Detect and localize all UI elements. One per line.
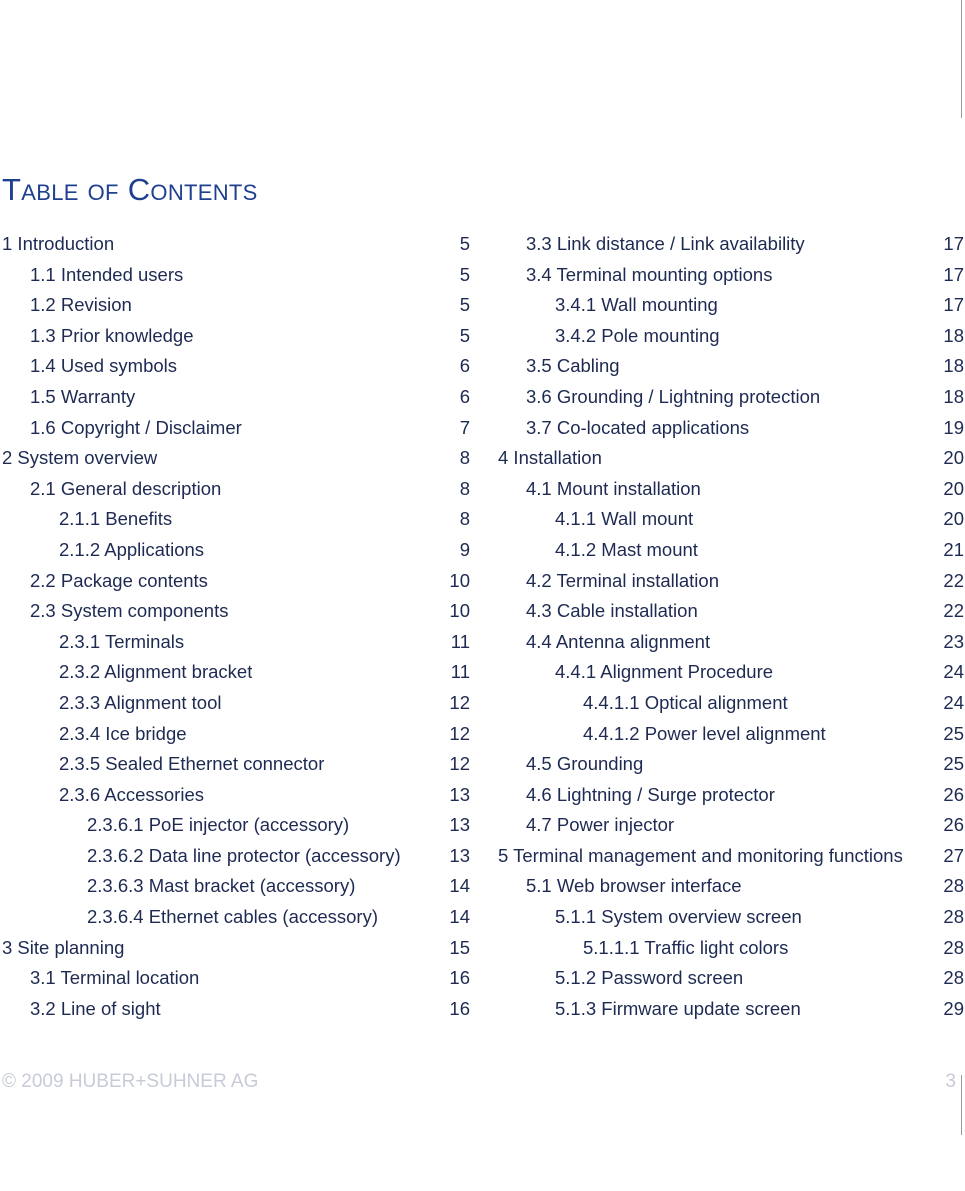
toc-entry-label: 1.5 Warranty [30,385,136,407]
toc-entry-page: 7 [459,416,470,438]
toc-entry-label: 3.7 Co-located applications [526,416,750,438]
page-edge-rule [961,0,962,118]
toc-entry-label: 1.3 Prior knowledge [30,324,194,346]
toc-entry[interactable] [2,260,470,291]
toc-entry-label: 2.3.1 Terminals [59,630,185,652]
toc-entry[interactable] [498,749,964,780]
toc-entry[interactable] [2,871,470,902]
toc-entry[interactable] [498,871,964,902]
toc-entry-label: 5.1.1.1 Traffic light colors [583,936,789,958]
toc-entry-page: 14 [449,906,470,928]
toc-entry-page: 13 [449,844,470,866]
toc-entry[interactable] [498,535,964,566]
toc-entry-page: 22 [943,569,964,591]
toc-entry-page: 10 [449,569,470,591]
toc-entry-page: 24 [943,661,964,683]
toc-entry[interactable] [2,443,470,474]
toc-right-column [498,229,964,1024]
toc-heading-smallcaps: ONTENTS [150,180,258,205]
toc-entry-label: 2.3.2 Alignment bracket [59,661,253,683]
toc-entry-page: 18 [943,324,964,346]
toc-entry[interactable] [498,963,964,994]
toc-entry-page: 25 [943,722,964,744]
toc-entry-label: 3.5 Cabling [526,355,620,377]
toc-heading-letter: T [2,172,22,207]
toc-entry-page: 20 [943,447,964,469]
toc-entry-page: 28 [943,967,964,989]
toc-entry[interactable] [498,780,964,811]
toc-entry[interactable] [2,657,470,688]
toc-entry-page: 29 [943,997,964,1019]
toc-entry[interactable] [498,933,964,964]
toc-entry-label: 1.1 Intended users [30,263,184,285]
toc-entry-page: 6 [459,385,470,407]
toc-entry-label: 4.1.1 Wall mount [555,508,694,530]
toc-entry[interactable] [2,688,470,719]
toc-entry[interactable] [498,810,964,841]
toc-entry[interactable] [498,474,964,505]
toc-entry[interactable] [2,321,470,352]
toc-entry-page: 16 [449,967,470,989]
toc-entry-page: 6 [459,355,470,377]
toc-entry-label: 3.3 Link distance / Link availability [526,233,805,254]
toc-entry-page: 5 [459,294,470,316]
toc-entry-label: 2.3 System components [30,600,229,622]
toc-entry-page: 18 [943,385,964,407]
toc-entry-page: 5 [459,263,470,285]
toc-entry-label: 5 Terminal management and monitoring functions [498,844,903,866]
toc-entry-label: 4.2 Terminal installation [526,569,719,591]
toc-entry-page: 26 [943,783,964,805]
toc-entry-page: 8 [459,477,470,499]
toc-entry-page: 17 [943,233,964,254]
toc-entry-page: 5 [459,324,470,346]
toc-entry[interactable] [2,290,470,321]
toc-entry-label: 4.5 Grounding [526,753,644,775]
toc-entry-page: 17 [943,263,964,285]
toc-entry-page: 5 [459,233,470,254]
toc-entry-label: 3.4 Terminal mounting options [526,263,773,285]
toc-entry-page: 16 [449,997,470,1019]
toc-entry[interactable] [498,994,964,1025]
toc-entry-page: 28 [943,936,964,958]
toc-entry[interactable] [498,902,964,933]
toc-entry[interactable] [498,504,964,535]
footer-copyright: © 2009 HUBER+SUHNER AG [2,1071,259,1092]
toc-entry-label: 2.3.4 Ice bridge [59,722,187,744]
toc-entry[interactable] [498,566,964,597]
toc-entry[interactable] [498,229,964,260]
toc-entry-page: 13 [449,814,470,836]
toc-entry-page: 20 [943,508,964,530]
toc-entry-label: 4.4.1 Alignment Procedure [555,661,774,683]
toc-entry-label: 2.3.3 Alignment tool [59,691,222,713]
toc-entry[interactable] [498,413,964,444]
toc-entry-page: 13 [449,783,470,805]
toc-entry-page: 15 [449,936,470,958]
toc-entry[interactable] [498,841,964,872]
toc-entry-label: 3 Site planning [2,936,125,958]
toc-entry-label: 5.1.2 Password screen [555,967,744,989]
toc-entry[interactable] [2,596,470,627]
toc-entry-page: 14 [449,875,470,897]
toc-entry-label: 2.1.1 Benefits [59,508,173,530]
toc-entry[interactable] [2,994,470,1025]
toc-entry-label: 1.6 Copyright / Disclaimer [30,416,242,438]
toc-entry-page: 8 [459,508,470,530]
toc-entry[interactable] [2,474,470,505]
toc-entry-page: 28 [943,906,964,928]
toc-entry-label: 1.2 Revision [30,294,132,316]
toc-entry[interactable] [498,382,964,413]
footer-page-number: 3 [945,1071,956,1092]
toc-entry-page: 12 [449,691,470,713]
toc-heading-smallcaps: ABLE [21,180,79,205]
toc-entry[interactable] [2,351,470,382]
toc-entry-label: 4.4.1.2 Power level alignment [583,722,826,744]
toc-entry[interactable] [498,627,964,658]
toc-entry-page: 12 [449,753,470,775]
toc-entry-label: 5.1 Web browser interface [526,875,742,897]
toc-entry-page: 26 [943,814,964,836]
toc-entry-label: 2.3.6.3 Mast bracket (accessory) [87,875,356,897]
toc-entry-label: 1.4 Used symbols [30,355,178,377]
toc-entry[interactable] [2,963,470,994]
toc-entry-label: 2.3.6.1 PoE injector (accessory) [87,814,350,836]
toc-entry-page: 9 [459,538,470,560]
toc-entry-label: 2.3.6.2 Data line protector (accessory) [87,844,401,866]
toc-left-column [2,229,470,1024]
toc-entry-label: 2 System overview [2,447,158,469]
toc-entry-label: 1 Introduction [2,233,115,254]
page-edge-rule [961,1075,962,1135]
toc-entry[interactable] [2,535,470,566]
toc-entry-label: 2.3.5 Sealed Ethernet connector [59,753,325,775]
toc-entry[interactable] [2,627,470,658]
toc-entry-label: 4.6 Lightning / Surge protector [526,783,775,805]
toc-entry-page: 24 [943,691,964,713]
toc-entry[interactable] [2,841,470,872]
toc-entry[interactable] [2,902,470,933]
toc-entry[interactable] [2,810,470,841]
toc-entry-label: 2.3.6 Accessories [59,783,204,805]
toc-entry-page: 11 [450,630,470,652]
toc-entry[interactable] [498,351,964,382]
toc-entry-label: 3.2 Line of sight [30,997,161,1019]
toc-entry[interactable] [498,688,964,719]
toc-entry-label: 2.2 Package contents [30,569,208,591]
toc-entry-page: 27 [943,844,964,866]
toc-entry-label: 4.3 Cable installation [526,600,698,622]
toc-entry-page: 10 [449,600,470,622]
page-footer [2,1071,956,1093]
toc-entry-page: 11 [450,661,470,683]
toc-entry-label: 2.1 General description [30,477,222,499]
toc-entry-label: 4.1.2 Mast mount [555,538,698,560]
toc-entry-page: 18 [943,355,964,377]
toc-entry[interactable] [498,719,964,750]
toc-entry-label: 2.1.2 Applications [59,538,205,560]
toc-entry[interactable] [2,933,470,964]
toc-entry-label: 4.1 Mount installation [526,477,701,499]
toc-heading [2,172,258,208]
toc-entry-label: 3.4.2 Pole mounting [555,324,720,346]
toc-entry[interactable] [2,780,470,811]
toc-entry[interactable] [2,229,470,260]
toc-entry-label: 2.3.6.4 Ethernet cables (accessory) [87,906,379,928]
toc-entry-page: 19 [943,416,964,438]
toc-entry[interactable] [498,260,964,291]
toc-entry[interactable] [2,413,470,444]
toc-entry[interactable] [2,566,470,597]
toc-entry-page: 28 [943,875,964,897]
toc-entry[interactable] [2,719,470,750]
toc-entry[interactable] [498,321,964,352]
toc-entry-page: 22 [943,600,964,622]
toc-entry-page: 25 [943,753,964,775]
toc-entry[interactable] [498,596,964,627]
toc-entry[interactable] [498,290,964,321]
toc-entry-page: 20 [943,477,964,499]
toc-entry-label: 4.4 Antenna alignment [526,630,711,652]
toc-entry-label: 5.1.1 System overview screen [555,906,802,928]
toc-entry-page: 23 [943,630,964,652]
toc-entry-label: 4.4.1.1 Optical alignment [583,691,788,713]
toc-heading-smallcaps: OF [87,180,119,205]
toc-entry[interactable] [498,443,964,474]
toc-entry-page: 17 [943,294,964,316]
toc-entry-label: 3.1 Terminal location [30,967,200,989]
toc-entry-page: 8 [459,447,470,469]
toc-entry[interactable] [2,382,470,413]
toc-entry-page: 12 [449,722,470,744]
toc-entry-label: 4 Installation [498,447,602,469]
toc-entry-page: 21 [943,538,964,560]
toc-heading-letter: C [127,172,151,207]
toc-entry[interactable] [498,657,964,688]
toc-entry[interactable] [2,504,470,535]
toc-entry-label: 4.7 Power injector [526,814,675,836]
toc-entry-label: 5.1.3 Firmware update screen [555,997,801,1019]
toc-entry-label: 3.6 Grounding / Lightning protection [526,385,821,407]
toc-entry[interactable] [2,749,470,780]
toc-entry-label: 3.4.1 Wall mounting [555,294,718,316]
